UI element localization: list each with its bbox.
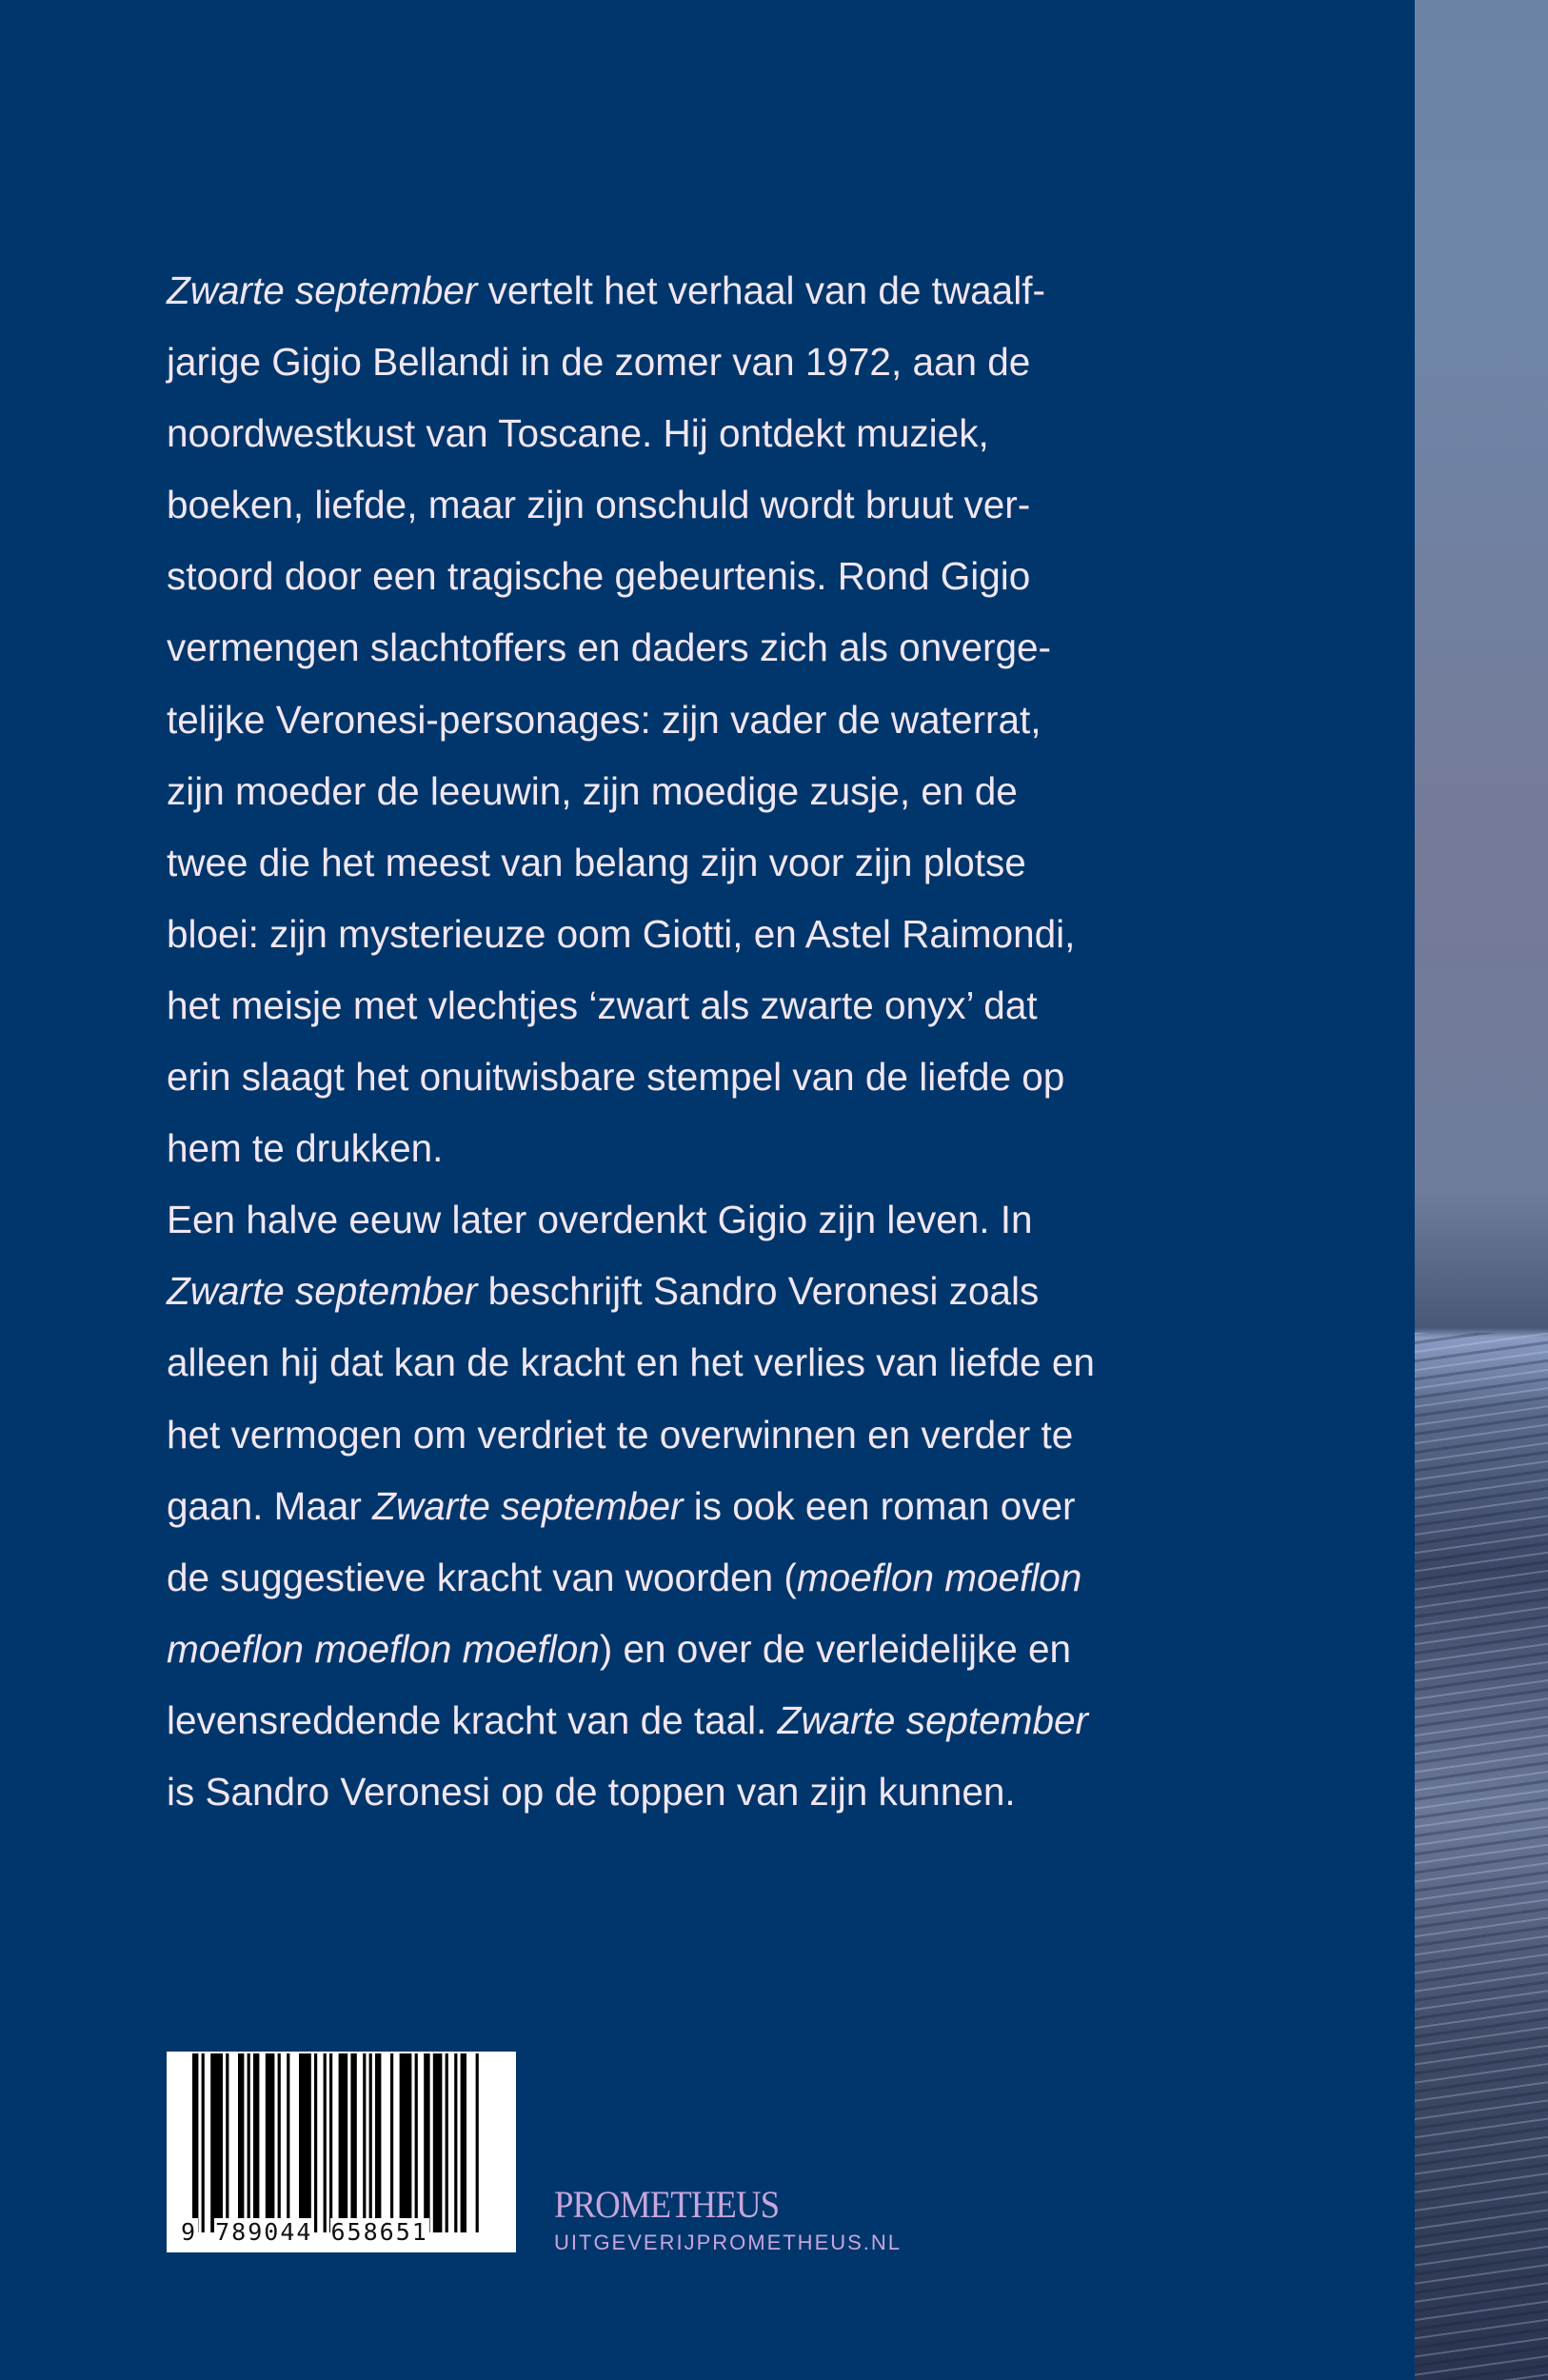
blurb-text-segment: stoord door een tragische gebeurtenis. Rond Gigio bbox=[167, 554, 1031, 599]
blurb-text-segment: vertelt het verhaal van de twaalf- bbox=[477, 268, 1045, 312]
blurb-line bbox=[167, 684, 1095, 756]
barcode-bar bbox=[400, 2053, 412, 2232]
blurb-text-segment: gaan. Maar bbox=[167, 1483, 373, 1528]
barcode-bar bbox=[202, 2053, 205, 2232]
barcode-bar bbox=[266, 2053, 275, 2232]
blurb-line bbox=[167, 612, 1095, 684]
blurb-text-segment: alleen hij dat kan de kracht en het verlies van liefde en bbox=[167, 1340, 1095, 1385]
blurb-line bbox=[167, 469, 1095, 541]
barcode-bar bbox=[253, 2053, 259, 2232]
blurb-text-segment: vermengen slachtoffers en daders zich als onverge- bbox=[167, 625, 1052, 670]
blurb-line bbox=[167, 827, 1095, 899]
blurb-line bbox=[167, 541, 1095, 612]
sea-photo-strip bbox=[1415, 0, 1548, 2380]
isbn-group-3: 658651 bbox=[330, 2218, 428, 2246]
barcode-bar bbox=[390, 2053, 393, 2232]
barcode-bar bbox=[248, 2053, 250, 2232]
blurb-line bbox=[167, 255, 1095, 327]
blurb-line bbox=[167, 327, 1095, 398]
blurb-line bbox=[167, 1256, 1095, 1327]
blurb-text-segment: is Sandro Veronesi op de toppen van zijn kunnen. bbox=[167, 1769, 1016, 1814]
blurb-line bbox=[167, 1113, 1095, 1184]
barcode-bar bbox=[329, 2053, 332, 2232]
blurb-line bbox=[167, 756, 1095, 827]
blurb-text-segment: Een halve eeuw later overdenkt Gigio zijn leven. In bbox=[167, 1198, 1033, 1242]
barcode-bar bbox=[339, 2053, 348, 2232]
blurb-line bbox=[167, 1041, 1095, 1113]
barcode-bar bbox=[454, 2053, 457, 2232]
barcode-bar bbox=[238, 2053, 244, 2232]
blurb-text-segment: is ook een roman over bbox=[683, 1483, 1076, 1528]
barcode-bar bbox=[299, 2053, 311, 2232]
blurb-text-segment: hem te drukken. bbox=[167, 1126, 444, 1171]
barcode-bar bbox=[287, 2053, 289, 2232]
blurb-line bbox=[167, 1756, 1095, 1828]
barcode-bar bbox=[415, 2053, 418, 2232]
isbn-digits bbox=[180, 2218, 429, 2246]
italic-title-text: moeflon moeflon moeflon bbox=[167, 1626, 600, 1671]
isbn-barcode bbox=[167, 2052, 516, 2252]
publisher-logo: PROMETHEUS bbox=[554, 2183, 780, 2226]
blurb-text-segment: zijn moeder de leeuwin, zijn moedige zusje, en de bbox=[167, 768, 1018, 813]
barcode-bars bbox=[192, 2053, 497, 2232]
italic-title-text: Zwarte september bbox=[167, 268, 478, 312]
blurb-text-segment: ) en over de verleidelijke en bbox=[599, 1626, 1072, 1671]
publisher-url[interactable]: UITGEVERIJPROMETHEUS.NL bbox=[554, 2231, 903, 2254]
italic-title-text: moeflon moeflon bbox=[796, 1555, 1082, 1599]
isbn-group-2: 789044 bbox=[215, 2218, 313, 2246]
blurb-text-segment: bloei: zijn mysterieuze oom Giotti, en Astel Raimondi, bbox=[167, 911, 1076, 956]
italic-title-text: Zwarte september bbox=[372, 1483, 684, 1528]
blurb-line bbox=[167, 1614, 1095, 1685]
blurb-text-segment: boeken, liefde, maar zijn onschuld wordt bruut ver- bbox=[167, 483, 1031, 527]
barcode-bar bbox=[192, 2053, 198, 2232]
blurb-line bbox=[167, 899, 1095, 970]
blurb-line bbox=[167, 1542, 1095, 1614]
italic-title-text: Zwarte september bbox=[777, 1697, 1089, 1742]
barcode-bar bbox=[446, 2053, 448, 2232]
blurb-line bbox=[167, 970, 1095, 1041]
barcode-bar bbox=[363, 2053, 366, 2232]
blurb-text-segment: jarige Gigio Bellandi in de zomer van 1972, aan de bbox=[167, 340, 1031, 385]
blurb-line bbox=[167, 1685, 1095, 1756]
barcode-bar bbox=[424, 2053, 429, 2232]
barcode-bar bbox=[461, 2053, 466, 2232]
barcode-bar bbox=[433, 2053, 443, 2232]
blurb-text-segment: de suggestieve kracht van woorden ( bbox=[167, 1555, 797, 1599]
barcode-bar bbox=[314, 2053, 317, 2232]
blurb-text bbox=[167, 255, 1095, 1828]
blurb-line bbox=[167, 1471, 1095, 1542]
blurb-text-segment: het vermogen om verdriet te overwinnen en verder te bbox=[167, 1412, 1074, 1457]
barcode-bar bbox=[324, 2053, 327, 2232]
barcode-bar bbox=[476, 2053, 479, 2232]
barcode-bar bbox=[369, 2053, 372, 2232]
blurb-text-segment: erin slaagt het onuitwisbare stempel van de liefde op bbox=[167, 1055, 1065, 1100]
blurb-line bbox=[167, 1399, 1095, 1471]
blurb-text-segment: het meisje met vlechtjes ‘zwart als zwarte onyx’ dat bbox=[167, 982, 1038, 1027]
blurb-line bbox=[167, 1184, 1095, 1256]
isbn-group-1: 9 bbox=[181, 2218, 198, 2246]
blurb-text-segment: twee die het meest van belang zijn voor zijn plotse bbox=[167, 840, 1026, 884]
blurb-line bbox=[167, 1327, 1095, 1398]
blurb-text-segment: telijke Veronesi-personages: zijn vader de waterrat, bbox=[167, 697, 1042, 742]
blurb-text-segment: levensreddende kracht van de taal. bbox=[167, 1697, 778, 1742]
blurb-text-segment: beschrijft Sandro Veronesi zoals bbox=[477, 1269, 1040, 1314]
blurb-text-segment: noordwestkust van Toscane. Hij ontdekt muziek, bbox=[167, 411, 989, 456]
barcode-bar bbox=[278, 2053, 281, 2232]
barcode-bar bbox=[375, 2053, 381, 2232]
blurb-line bbox=[167, 398, 1095, 469]
barcode-bar bbox=[350, 2053, 356, 2232]
barcode-bar bbox=[210, 2053, 223, 2232]
barcode-bar bbox=[226, 2053, 228, 2232]
italic-title-text: Zwarte september bbox=[167, 1269, 478, 1314]
